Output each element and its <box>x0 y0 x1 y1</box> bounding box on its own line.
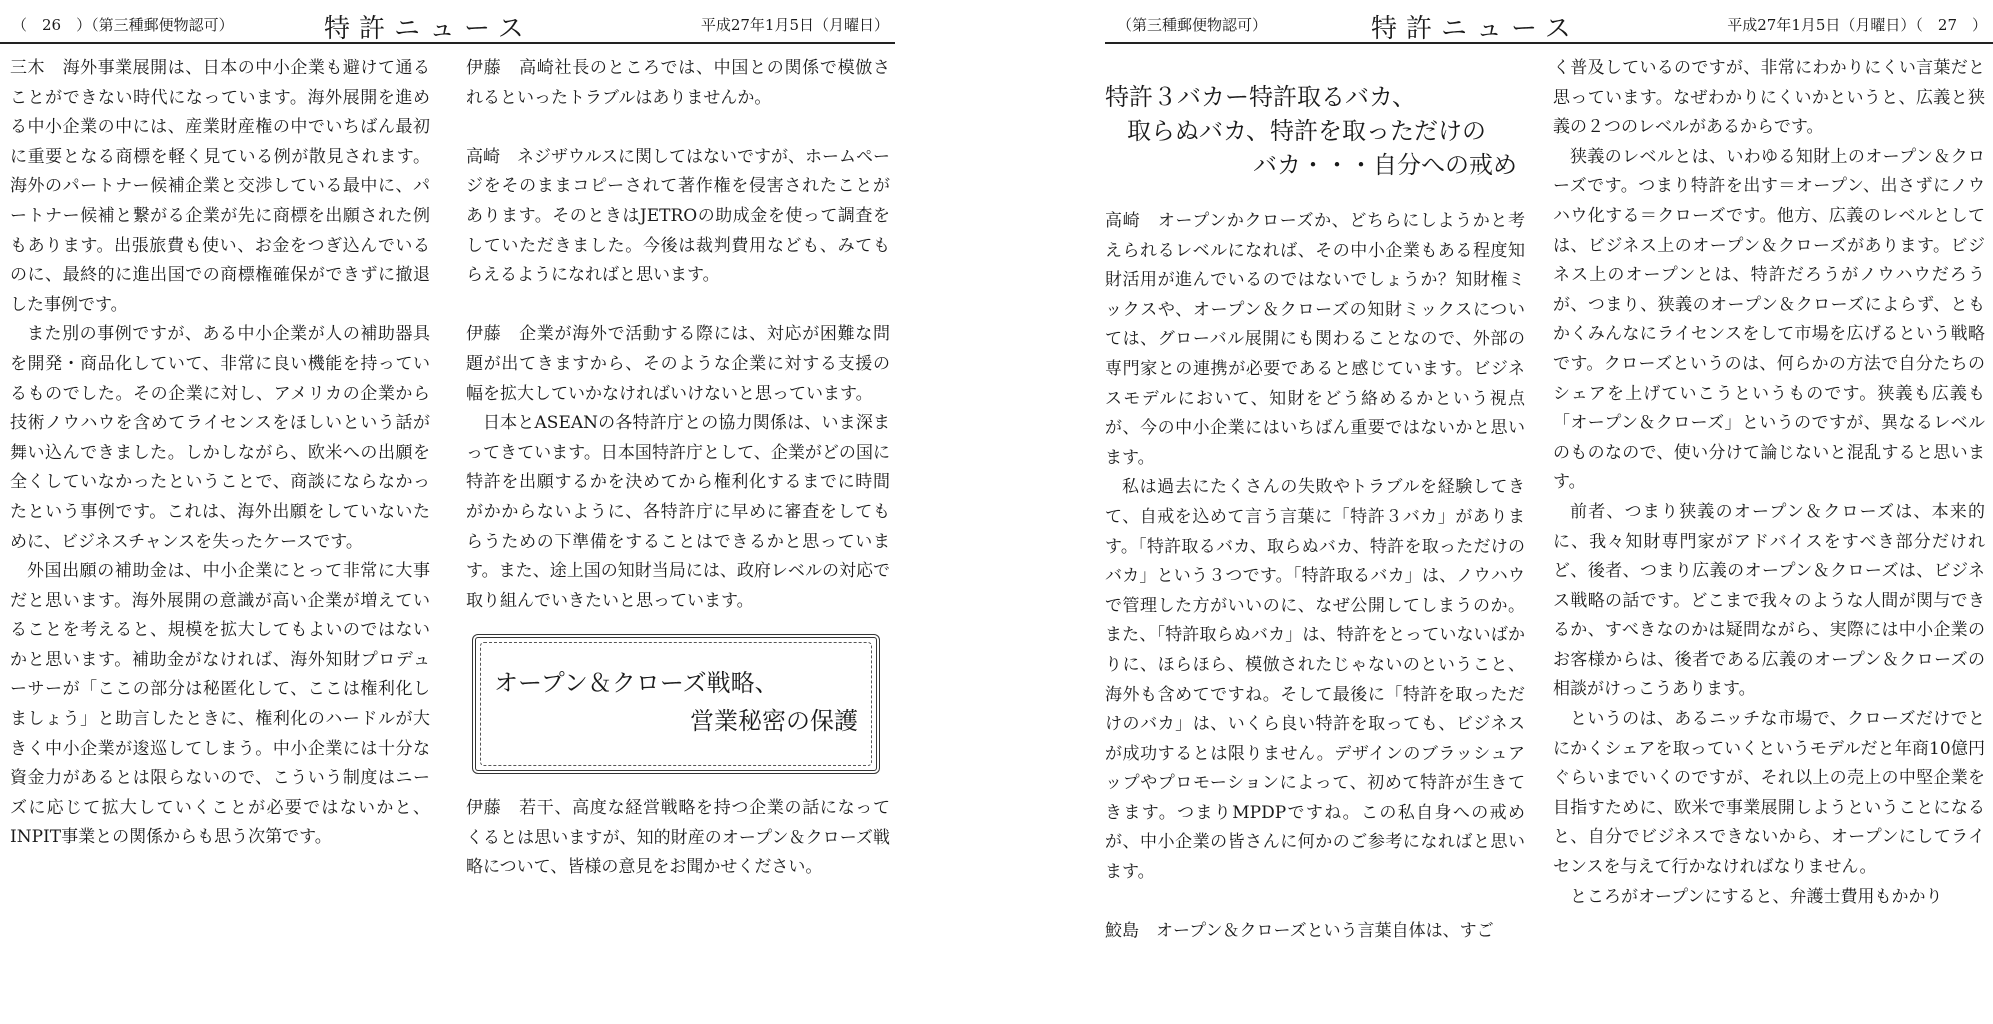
headline-line: バカ・・・自分への戒め <box>1253 151 1517 179</box>
page-header <box>1105 8 1993 44</box>
paragraph: 狭義のレベルとは、いわゆる知財上のオープン＆クローズです。つまり特許を出す＝オープン、出さずにノウハウ化する＝クローズです。他方、広義のレベルとしては、ビジネス上のオープン＆クローズがあります。ビジネス上のオープンとは、特許だろうがノウハウだろうが、つまり、狭義のオープン＆クローズによらず、ともかくみんなにライセンスをして市場を広げるという戦略です。クローズというのは、何らかの方法で自分たちのシェアを上げていこうというものです。狭義も広義も「オープン＆クローズ」というのですが、異なるレベルのものなので、使い分けて論じないと混乱すると思います。 <box>1553 146 1985 493</box>
issue-date: 平成27年1月5日（月曜日） <box>700 16 889 34</box>
article-column <box>466 54 890 883</box>
issue-date: 平成27年1月5日（月曜日）（ 27 ） <box>1727 16 1987 34</box>
paragraph: 前者、つまり狭義のオープン＆クローズは、本来的に、我々知財専門家がアドバイスをすべき部分だけれど、後者、つまり広義のオープン＆クローズは、ビジネス戦略の話です。どこまで我々のような人間が関与できるか、すべきなのかは疑問ながら、実際には中小企業のお客様からは、後者である広義のオープン＆クローズの相談がけっこうあります。 <box>1553 501 1985 700</box>
headline-line: 特許３バカー特許取るバカ、 <box>1105 83 1417 111</box>
article-column <box>10 54 430 853</box>
section-heading-line: オープン＆クローズ戦略、 <box>494 669 779 698</box>
left-page <box>0 0 895 1024</box>
headline-line: 取らぬバカ、特許を取っただけの <box>1127 117 1487 145</box>
article-column <box>1553 54 1985 912</box>
page-header <box>0 8 895 44</box>
paragraph: また別の事例ですが、ある中小企業が人の補助器具を開発・商品化していて、非常に良い機能を持っているものでした。その企業に対し、アメリカの企業から技術ノウハウを含めてライセンスをほしいという話が舞い込んできました。しかしながら、欧米への出願を全くしていなかったということで、商談にならなかったという事例です。これは、海外出願をしていないために、ビジネスチャンスを失ったケースです。 <box>10 324 430 552</box>
paragraph: 高崎 オープンかクローズか、どちらにしようかと考えられるレベルになれば、その中小企業もある程度知財活用が進んでいるのではないでしょうか？知財権ミックスや、オープン＆クローズの知財ミックスについては、グローバル展開にも関わることなので、外部の専門家との連携が必要であると感じています。ビジネスモデルにおいて、知財をどう絡めるかという視点が、今の中小企業にはいちばん重要ではないかと思います。 <box>1105 211 1525 468</box>
paragraph: 高崎 ネジザウルスに関してはないですが、ホームページをそのままコピーされて著作権を侵害されたことがあります。そのときはJETROの助成金を使って調査をしていただきました。今後は裁判費用なども、みてもらえるようになればと思います。 <box>466 146 890 286</box>
newspaper-title: 特許ニュース <box>1371 14 1580 44</box>
newspaper-title: 特許ニュース <box>324 14 533 44</box>
paragraph: 三木 海外事業展開は、日本の中小企業も避けて通ることができない時代になっています。海外展開を進める中小企業の中には、産業財産権の中でいちばん最初に重要となる商標を軽く見ている例が散見されます。海外のパートナー候補企業と交渉している最中に、パートナー候補と繋がる企業が先に商標を出願された例もあります。出張旅費も使い、お金をつぎ込んでいるのに、最終的に進出国での商標権確保ができずに撤退した事例です。 <box>10 58 430 315</box>
paragraph: 私は過去にたくさんの失敗やトラブルを経験してきて、自戒を込めて言う言葉に「特許３バカ」があります。「特許取るバカ、取らぬバカ、特許を取っただけのバカ」という３つです。「特許取るバカ」は、ノウハウで管理した方がいいのに、なぜ公開してしまうのか。また、「特許取らぬバカ」は、特許をとっていないばかりに、ほらほら、模倣されたじゃないのということ、海外も含めてですね。そして最後に「特許を取っただけのバカ」は、いくら良い特許を取っても、ビジネスが成功するとは限りません。デザインのブラッシュアップやプロモーションによって、初めて特許が生きてきます。つまりMPDPですね。この私自身への戒めが、中小企業の皆さんに何かのご参考になればと思います。 <box>1105 477 1525 883</box>
article-column <box>1105 54 1525 947</box>
section-heading-box <box>472 634 880 774</box>
section-headline <box>1105 54 1525 207</box>
right-page <box>1105 0 1993 1024</box>
paragraph: というのは、あるニッチな市場で、クローズだけでとにかくシェアを取っていくというモデルだと年商10億円ぐらいまでいくのですが、それ以上の売上の中堅企業を目指すために、欧米で事業展開しようということになると、自分でビジネスできないから、オープンにしてライセンスを与えて行かなければなりません。 <box>1553 709 1985 878</box>
page-number: （第三種郵便物認可） <box>1117 16 1268 34</box>
paragraph: 外国出願の補助金は、中小企業にとって非常に大事だと思います。海外展開の意識が高い企業が増えていることを考えると、規模を拡大してもよいのではないかと思います。補助金がなければ、海外知財プロデューサーが「ここの部分は秘匿化して、ここは権利化しましょう」と助言したときに、権利化のハードルが大きく中小企業が逡巡してしまう。中小企業には十分な資金力があるとは限らないので、こういう制度はニーズに応じて拡大していくことが必要ではないかと、INPIT事業との関係からも思う次第です。 <box>10 561 430 848</box>
paragraph: ところがオープンにすると、弁護士費用もかかり <box>1570 886 1943 907</box>
paragraph: 鮫島 オープン＆クローズという言葉自体は、すご <box>1105 921 1494 942</box>
paragraph: 日本とASEANの各特許庁との協力関係は、いま深まってきています。日本国特許庁として、企業がどの国に特許を出願するかを決めてから権利化するまでに時間がかからないように、各特許庁に早めに審査をしてもらうための下準備をすることはできるかと思っています。また、途上国の知財当局には、政府レベルの対応で取り組んでいきたいと思っています。 <box>466 413 890 611</box>
page-number: （ 26 ）（第三種郵便物認可） <box>12 16 234 34</box>
paragraph: 伊藤 高崎社長のところでは、中国との関係で模倣されるといったトラブルはありませんか。 <box>466 58 890 108</box>
paragraph: 伊藤 若干、高度な経営戦略を持つ企業の話になってくるとは思いますが、知的財産のオープン＆クローズ戦略について、皆様の意見をお聞かせください。 <box>466 798 890 878</box>
paragraph: く普及しているのですが、非常にわかりにくい言葉だと思っています。なぜわかりにくいかというと、広義と狭義の２つのレベルがあるからです。 <box>1553 58 1985 138</box>
paragraph: 伊藤 企業が海外で活動する際には、対応が困難な問題が出てきますから、そのような企業に対する支援の幅を拡大していかなければいけないと思っています。 <box>466 324 890 404</box>
section-heading-line: 営業秘密の保護 <box>690 707 858 736</box>
